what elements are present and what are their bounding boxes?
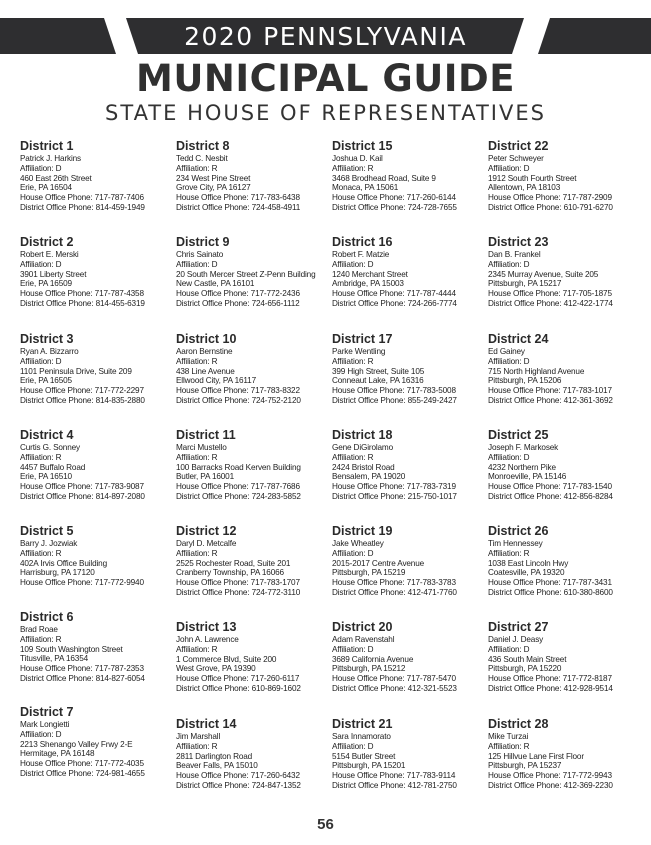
district-office-phone: District Office Phone: 412-856-8284 <box>488 491 613 501</box>
district-heading: District 9 <box>176 235 230 249</box>
representative-name: Jake Wheatley <box>332 539 384 548</box>
representative-name: Aaron Bernstine <box>176 347 233 356</box>
house-office-phone: House Office Phone: 717-260-6117 <box>176 674 300 684</box>
district-office-phone: District Office Phone: 610-869-1602 <box>176 683 301 693</box>
address-line-1: 1038 East Lincoln Hwy <box>488 558 569 568</box>
address-line-1: 100 Barracks Road Kerven Building <box>176 462 301 472</box>
affiliation: Affiliation: D <box>20 356 62 366</box>
affiliation: Affiliation: D <box>488 356 530 366</box>
affiliation: Affiliation: D <box>332 644 374 654</box>
district-entry <box>332 138 482 213</box>
affiliation: Affiliation: R <box>176 548 218 558</box>
representative-name: Joseph F. Markosek <box>488 443 559 452</box>
district-heading: District 22 <box>488 139 549 153</box>
district-office-phone: District Office Phone: 814-897-2080 <box>20 491 145 501</box>
address-line-2: Monaca, PA 15061 <box>332 183 399 193</box>
representative-name: Brad Roae <box>20 625 58 634</box>
address-line-2: Pittsburgh, PA 15201 <box>332 761 406 771</box>
district-entry <box>176 234 326 309</box>
address-line-1: 399 High Street, Suite 105 <box>332 366 425 376</box>
address-line-1: 234 West Pine Street <box>176 173 251 183</box>
district-entry <box>332 523 482 598</box>
house-office-phone: House Office Phone: 717-787-7686 <box>176 482 300 492</box>
representative-name: Adam Ravenstahl <box>332 635 395 644</box>
address-line-2: Pittsburgh, PA 15219 <box>332 568 406 578</box>
district-office-phone: District Office Phone: 724-266-7774 <box>332 298 457 308</box>
district-entry <box>20 331 170 406</box>
address-line-1: 1240 Merchant Street <box>332 269 408 279</box>
representative-name: Barry J. Jozwiak <box>20 539 78 548</box>
district-entry <box>20 704 170 779</box>
district-office-phone: District Office Phone: 814-827-6054 <box>20 673 145 683</box>
district-entry <box>332 234 482 309</box>
address-line-1: 715 North Highland Avenue <box>488 366 585 376</box>
district-heading: District 24 <box>488 332 549 346</box>
address-line-2: Butler, PA 16001 <box>176 472 234 482</box>
affiliation: Affiliation: R <box>332 356 374 366</box>
district-entry <box>332 331 482 406</box>
affiliation: Affiliation: R <box>176 356 218 366</box>
district-entry <box>176 427 326 502</box>
affiliation: Affiliation: D <box>332 741 374 751</box>
representative-name: Sara Innamorato <box>332 732 391 741</box>
district-office-phone: District Office Phone: 412-928-9514 <box>488 683 613 693</box>
address-line-2: Monroeville, PA 15146 <box>488 472 567 482</box>
address-line-2: Coatesville, PA 19320 <box>488 568 565 578</box>
district-office-phone: District Office Phone: 724-283-5852 <box>176 491 301 501</box>
affiliation: Affiliation: R <box>176 741 218 751</box>
house-office-phone: House Office Phone: 717-772-9943 <box>488 771 612 781</box>
district-office-phone: District Office Phone: 724-458-4911 <box>176 202 301 212</box>
address-line-2: Bensalem, PA 19020 <box>332 472 406 482</box>
affiliation: Affiliation: D <box>488 259 530 269</box>
representative-name: Ryan A. Bizzarro <box>20 347 79 356</box>
house-office-phone: House Office Phone: 717-772-8187 <box>488 674 612 684</box>
address-line-1: 2525 Rochester Road, Suite 201 <box>176 558 291 568</box>
address-line-1: 1912 South Fourth Street <box>488 173 577 183</box>
district-entry <box>20 427 170 502</box>
representative-name: Parke Wentling <box>332 347 386 356</box>
house-office-phone: House Office Phone: 717-787-3431 <box>488 578 612 588</box>
representative-name: Curtis G. Sonney <box>20 443 80 452</box>
district-heading: District 27 <box>488 620 549 634</box>
district-entry <box>488 234 638 309</box>
representative-name: Patrick J. Harkins <box>20 154 81 163</box>
district-entry <box>20 609 170 684</box>
address-line-1: 4232 Northern Pike <box>488 462 556 472</box>
district-entry <box>20 234 170 309</box>
banner-title: 2020 PENNSLYVANIA <box>184 22 467 51</box>
affiliation: Affiliation: R <box>332 163 374 173</box>
representative-name: Marci Mustello <box>176 443 227 452</box>
address-line-2: Pittsburgh, PA 15212 <box>332 664 406 674</box>
district-office-phone: District Office Phone: 724-728-7655 <box>332 202 457 212</box>
address-line-1: 436 South Main Street <box>488 654 567 664</box>
representative-name: Ed Gainey <box>488 347 525 356</box>
house-office-phone: House Office Phone: 717-787-4358 <box>20 289 144 299</box>
district-entry <box>176 523 326 598</box>
district-entry <box>20 523 170 588</box>
district-entry <box>176 619 326 694</box>
address-line-2: Harrisburg, PA 17120 <box>20 568 95 578</box>
house-office-phone: House Office Phone: 717-772-2297 <box>20 386 144 396</box>
address-line-1: 438 Line Avenue <box>176 366 235 376</box>
district-office-phone: District Office Phone: 412-471-7760 <box>332 587 457 597</box>
district-heading: District 4 <box>20 428 74 442</box>
representative-name: Peter Schweyer <box>488 154 544 163</box>
district-heading: District 8 <box>176 139 230 153</box>
representative-name: Chris Sainato <box>176 250 224 259</box>
affiliation: Affiliation: D <box>20 259 62 269</box>
house-office-phone: House Office Phone: 717-772-4035 <box>20 759 144 769</box>
district-entry <box>332 427 482 502</box>
address-line-2: Titusville, PA 16354 <box>20 654 88 664</box>
district-entry <box>488 331 638 406</box>
address-line-1: 402A Irvis Office Building <box>20 558 107 568</box>
representative-name: Daniel J. Deasy <box>488 635 544 644</box>
address-line-2: Erie, PA 16505 <box>20 376 72 386</box>
address-line-2: Grove City, PA 16127 <box>176 183 251 193</box>
district-office-phone: District Office Phone: 724-981-4655 <box>20 768 145 778</box>
district-heading: District 7 <box>20 705 74 719</box>
address-line-1: 2811 Darlington Road <box>176 751 253 761</box>
district-office-phone: District Office Phone: 412-422-1774 <box>488 298 613 308</box>
page-title: MUNICIPAL GUIDE <box>136 57 515 100</box>
address-line-1: 109 South Washington Street <box>20 644 123 654</box>
district-office-phone: District Office Phone: 855-249-2427 <box>332 395 457 405</box>
district-entry <box>488 716 638 791</box>
district-heading: District 25 <box>488 428 549 442</box>
affiliation: Affiliation: R <box>176 644 218 654</box>
district-heading: District 13 <box>176 620 237 634</box>
affiliation: Affiliation: R <box>176 452 218 462</box>
address-line-1: 4457 Buffalo Road <box>20 462 86 472</box>
page-subtitle: STATE HOUSE OF REPRESENTATIVES <box>105 101 546 125</box>
address-line-2: Erie, PA 16510 <box>20 472 72 482</box>
house-office-phone: House Office Phone: 717-787-2909 <box>488 193 612 203</box>
district-office-phone: District Office Phone: 814-835-2880 <box>20 395 145 405</box>
representative-name: Gene DiGirolamo <box>332 443 393 452</box>
house-office-phone: House Office Phone: 717-260-6432 <box>176 771 300 781</box>
representative-name: Joshua D. Kail <box>332 154 383 163</box>
representative-name: Robert F. Matzie <box>332 250 390 259</box>
representative-name: Tedd C. Nesbit <box>176 154 228 163</box>
house-office-phone: House Office Phone: 717-787-5470 <box>332 674 456 684</box>
house-office-phone: House Office Phone: 717-787-7406 <box>20 193 144 203</box>
address-line-2: Pittsburgh, PA 15237 <box>488 761 562 771</box>
house-office-phone: House Office Phone: 717-787-2353 <box>20 664 144 674</box>
address-line-2: Conneaut Lake, PA 16316 <box>332 376 424 386</box>
representative-name: Dan B. Frankel <box>488 250 541 259</box>
address-line-1: 3689 California Avenue <box>332 654 414 664</box>
district-entry <box>176 331 326 406</box>
address-line-2: Erie, PA 16504 <box>20 183 72 193</box>
district-office-phone: District Office Phone: 215-750-1017 <box>332 491 457 501</box>
district-entry <box>332 619 482 694</box>
district-entry <box>176 138 326 213</box>
district-heading: District 6 <box>20 610 74 624</box>
affiliation: Affiliation: R <box>488 548 530 558</box>
district-heading: District 11 <box>176 428 236 442</box>
affiliation: Affiliation: R <box>488 741 530 751</box>
district-entry <box>488 523 638 598</box>
house-office-phone: House Office Phone: 717-260-6144 <box>332 193 456 203</box>
house-office-phone: House Office Phone: 717-705-1875 <box>488 289 612 299</box>
district-heading: District 28 <box>488 717 549 731</box>
address-line-2: Ambridge, PA 15003 <box>332 279 404 289</box>
district-office-phone: District Office Phone: 724-752-2120 <box>176 395 301 405</box>
representative-name: Robert E. Merski <box>20 250 79 259</box>
district-heading: District 12 <box>176 524 237 538</box>
district-heading: District 26 <box>488 524 549 538</box>
district-heading: District 10 <box>176 332 237 346</box>
address-line-1: 1101 Peninsula Drive, Suite 209 <box>20 366 132 376</box>
header-banner <box>0 18 651 54</box>
affiliation: Affiliation: R <box>20 548 62 558</box>
address-line-2: Hermitage, PA 16148 <box>20 749 95 759</box>
district-entry <box>488 138 638 213</box>
address-line-2: Pittsburgh, PA 15220 <box>488 664 562 674</box>
address-line-2: Beaver Falls, PA 15010 <box>176 761 258 771</box>
affiliation: Affiliation: R <box>20 452 62 462</box>
representative-name: Tim Hennessey <box>488 539 543 548</box>
representative-name: John A. Lawrence <box>176 635 239 644</box>
address-line-2: Erie, PA 16509 <box>20 279 72 289</box>
affiliation: Affiliation: D <box>332 548 374 558</box>
district-heading: District 15 <box>332 139 393 153</box>
district-heading: District 14 <box>176 717 237 731</box>
address-line-1: 2424 Bristol Road <box>332 462 395 472</box>
district-heading: District 19 <box>332 524 393 538</box>
address-line-1: 5154 Butler Street <box>332 751 396 761</box>
representative-name: Daryl D. Metcalfe <box>176 539 237 548</box>
house-office-phone: House Office Phone: 717-783-1017 <box>488 386 612 396</box>
address-line-2: Ellwood City, PA 16117 <box>176 376 256 386</box>
representative-name: Mike Turzai <box>488 732 529 741</box>
address-line-2: New Castle, PA 16101 <box>176 279 255 289</box>
address-line-1: 125 Hillvue Lane First Floor <box>488 751 584 761</box>
district-entry <box>176 716 326 791</box>
district-office-phone: District Office Phone: 412-369-2230 <box>488 780 613 790</box>
affiliation: Affiliation: D <box>20 729 62 739</box>
district-heading: District 2 <box>20 235 74 249</box>
representative-name: Mark Longietti <box>20 720 70 729</box>
district-office-phone: District Office Phone: 724-772-3110 <box>176 587 301 597</box>
district-heading: District 16 <box>332 235 393 249</box>
address-line-1: 2345 Murray Avenue, Suite 205 <box>488 269 599 279</box>
address-line-1: 1 Commerce Blvd, Suite 200 <box>176 654 277 664</box>
house-office-phone: House Office Phone: 717-783-3783 <box>332 578 456 588</box>
affiliation: Affiliation: D <box>488 163 530 173</box>
address-line-1: 3901 Liberty Street <box>20 269 87 279</box>
address-line-1: 2015-2017 Centre Avenue <box>332 558 424 568</box>
district-office-phone: District Office Phone: 814-455-6319 <box>20 298 145 308</box>
district-heading: District 1 <box>20 139 74 153</box>
page-number: 56 <box>317 816 334 833</box>
address-line-2: Cranberry Township, PA 16066 <box>176 568 284 578</box>
district-office-phone: District Office Phone: 724-656-1112 <box>176 298 300 308</box>
house-office-phone: House Office Phone: 717-783-9087 <box>20 482 144 492</box>
affiliation: Affiliation: R <box>176 163 218 173</box>
affiliation: Affiliation: D <box>176 259 218 269</box>
district-office-phone: District Office Phone: 724-847-1352 <box>176 780 301 790</box>
house-office-phone: House Office Phone: 717-783-9114 <box>332 771 456 781</box>
affiliation: Affiliation: D <box>332 259 374 269</box>
district-heading: District 18 <box>332 428 393 442</box>
house-office-phone: House Office Phone: 717-783-1540 <box>488 482 612 492</box>
district-entry <box>488 619 638 694</box>
district-heading: District 3 <box>20 332 74 346</box>
district-office-phone: District Office Phone: 814-459-1949 <box>20 202 145 212</box>
house-office-phone: House Office Phone: 717-772-2436 <box>176 289 300 299</box>
affiliation: Affiliation: R <box>20 634 62 644</box>
district-entry <box>332 716 482 791</box>
address-line-1: 20 South Mercer Street Z-Penn Building <box>176 269 316 279</box>
affiliation: Affiliation: R <box>332 452 374 462</box>
district-heading: District 20 <box>332 620 393 634</box>
representative-name: Jim Marshall <box>176 732 221 741</box>
affiliation: Affiliation: D <box>488 644 530 654</box>
district-entry <box>488 427 638 502</box>
district-office-phone: District Office Phone: 412-321-5523 <box>332 683 457 693</box>
district-office-phone: District Office Phone: 412-361-3692 <box>488 395 613 405</box>
address-line-1: 460 East 26th Street <box>20 173 92 183</box>
address-line-2: Pittsburgh, PA 15217 <box>488 279 562 289</box>
district-office-phone: District Office Phone: 610-380-8600 <box>488 587 613 597</box>
district-heading: District 23 <box>488 235 549 249</box>
district-columns <box>0 138 651 808</box>
house-office-phone: House Office Phone: 717-783-7319 <box>332 482 456 492</box>
affiliation: Affiliation: D <box>20 163 62 173</box>
house-office-phone: House Office Phone: 717-783-5008 <box>332 386 456 396</box>
district-entry <box>20 138 170 213</box>
house-office-phone: House Office Phone: 717-787-4444 <box>332 289 456 299</box>
address-line-1: 2213 Shenango Valley Frwy 2-E <box>20 739 133 749</box>
house-office-phone: House Office Phone: 717-783-1707 <box>176 578 300 588</box>
district-heading: District 21 <box>332 717 393 731</box>
district-office-phone: District Office Phone: 610-791-6270 <box>488 202 613 212</box>
district-heading: District 17 <box>332 332 393 346</box>
address-line-2: Allentown, PA 18103 <box>488 183 561 193</box>
district-heading: District 5 <box>20 524 74 538</box>
house-office-phone: House Office Phone: 717-783-8322 <box>176 386 300 396</box>
house-office-phone: House Office Phone: 717-783-6438 <box>176 193 300 203</box>
affiliation: Affiliation: D <box>488 452 530 462</box>
house-office-phone: House Office Phone: 717-772-9940 <box>20 578 144 588</box>
district-office-phone: District Office Phone: 412-781-2750 <box>332 780 457 790</box>
address-line-2: West Grove, PA 19390 <box>176 664 256 674</box>
address-line-2: Pittsburgh, PA 15206 <box>488 376 562 386</box>
address-line-1: 3468 Brodhead Road, Suite 9 <box>332 173 436 183</box>
